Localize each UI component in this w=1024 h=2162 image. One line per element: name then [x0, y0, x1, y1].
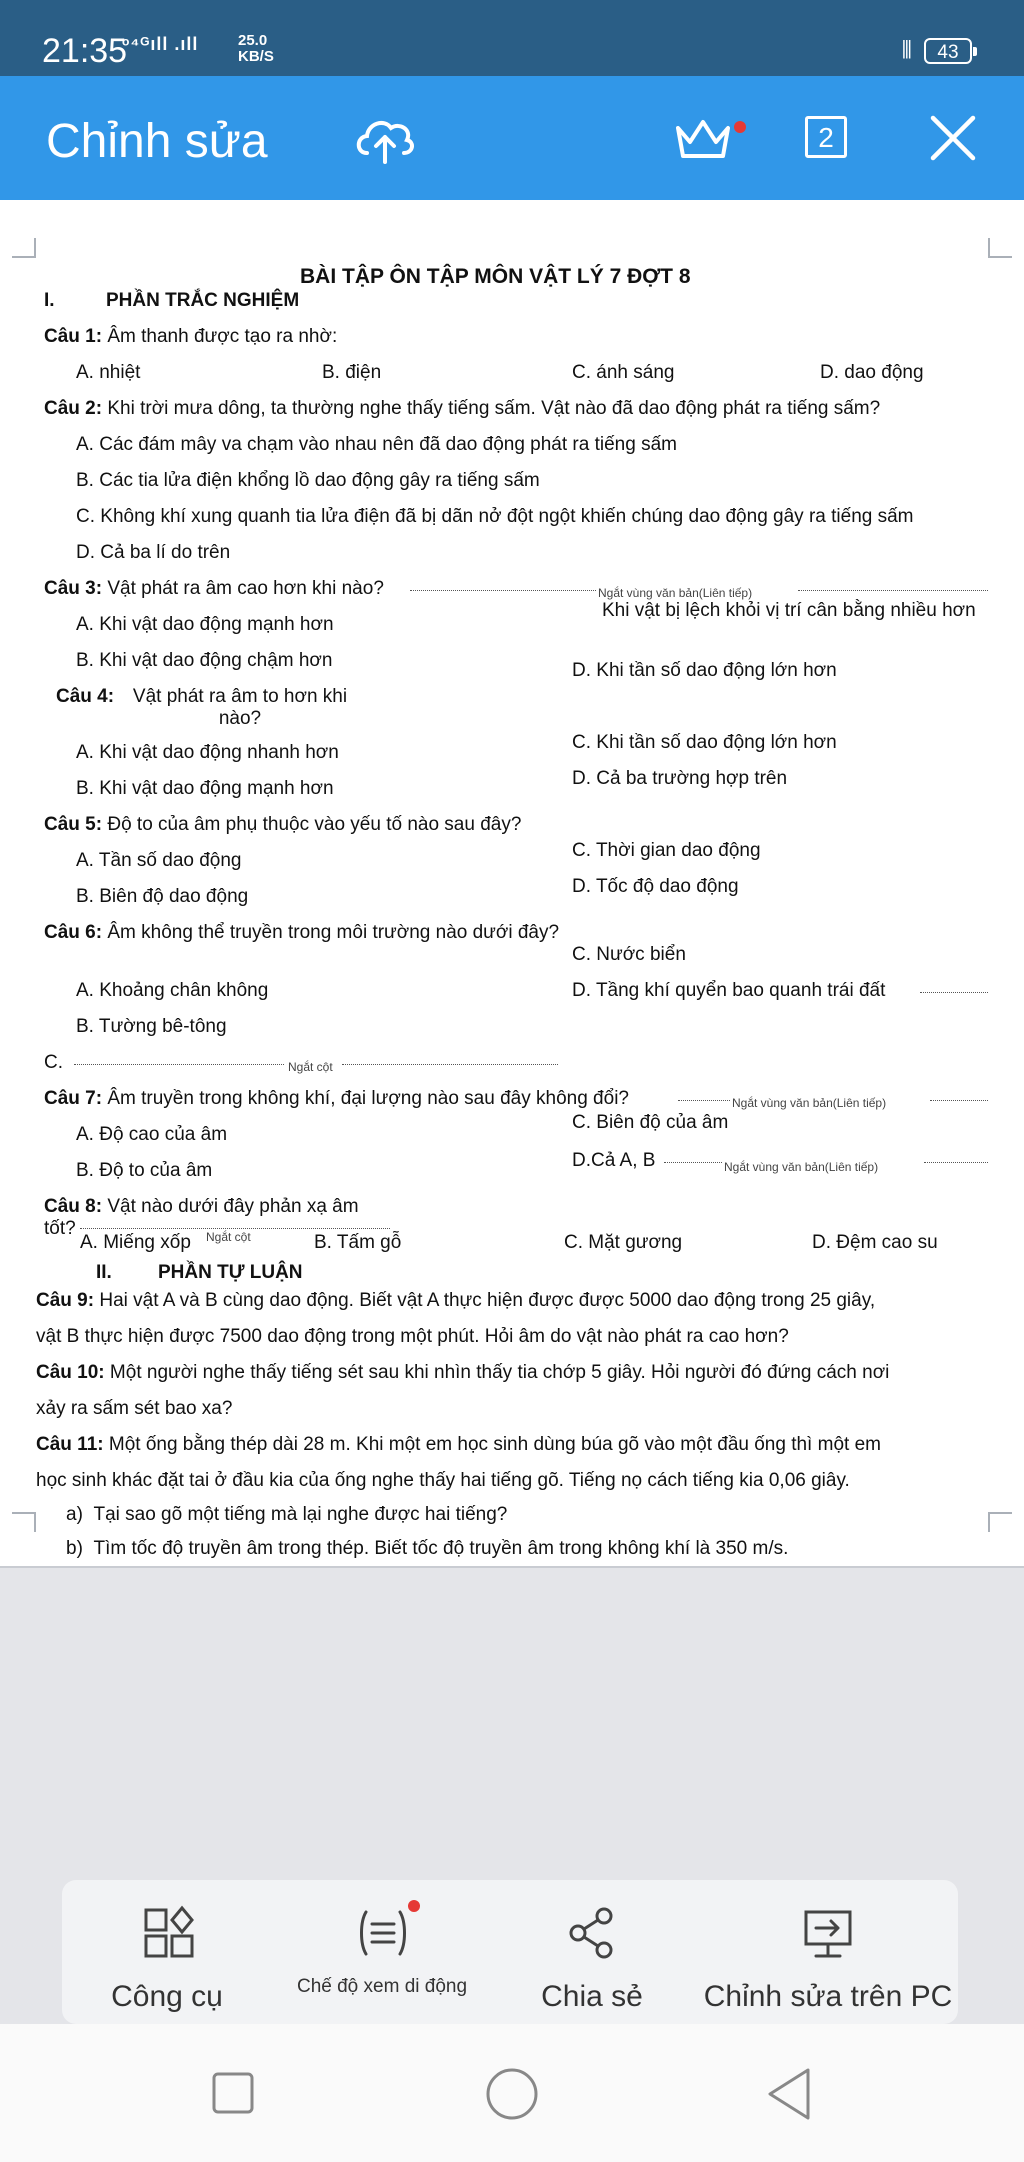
- section-break-line: [678, 1100, 730, 1101]
- mobile-view-label: Chế độ xem di động: [296, 1976, 468, 1997]
- section-break-line: [664, 1162, 722, 1163]
- home-icon[interactable]: [484, 2066, 540, 2122]
- q5-option-a: A. Tần số dao động: [76, 850, 242, 871]
- page-corner-mark: [12, 1512, 36, 1532]
- vibrate-icon: ⦀: [901, 37, 912, 64]
- battery-icon: 43: [924, 38, 972, 64]
- page-corner-mark: [988, 1512, 1012, 1532]
- question-7: Câu 7: Âm truyền trong không khí, đại lượng nào sau đây không đổi?: [44, 1088, 629, 1109]
- question-8: Câu 8: Vật nào dưới đây phản xạ âm tốt?: [44, 1196, 359, 1239]
- q5-option-d: D. Tốc độ dao động: [572, 876, 739, 897]
- close-icon[interactable]: [918, 106, 988, 172]
- section-number: I.: [44, 290, 55, 311]
- back-icon[interactable]: [764, 2066, 814, 2122]
- q8-option-c: C. Mặt gương: [564, 1232, 683, 1253]
- column-break-label: Ngắt cột: [206, 1230, 251, 1244]
- document-title: BÀI TẬP ÔN TẬP MÔN VẬT LÝ 7 ĐỢT 8: [300, 265, 691, 288]
- section-break-label: Ngắt vùng văn bản(Liên tiếp): [732, 1096, 887, 1110]
- column-break-line: [342, 1064, 558, 1065]
- share-icon: [562, 1904, 620, 1962]
- recents-icon[interactable]: [210, 2070, 256, 2116]
- q5-option-c: C. Thời gian dao động: [572, 840, 761, 861]
- section-heading: PHẦN TỰ LUẬN: [158, 1262, 303, 1283]
- bottom-toolbar: [62, 1880, 958, 2024]
- crown-icon[interactable]: [668, 106, 738, 172]
- notification-dot: [734, 121, 746, 133]
- q6-option-c: C. Nước biển: [572, 944, 686, 965]
- tools-icon: [140, 1904, 198, 1962]
- status-bar: [0, 0, 1024, 76]
- page-corner-mark: [12, 238, 36, 258]
- section-break-line: [920, 992, 988, 993]
- q11-part-b: b) Tìm tốc độ truyền âm trong thép. Biết tốc độ truyền âm trong không khí là 350 m/s.: [66, 1538, 789, 1559]
- mobile-view-icon: [354, 1904, 412, 1962]
- signal-icon: ᵒ⁴ᴳıll .ıll: [122, 34, 199, 54]
- q3-option-b: B. Khi vật dao động chậm hơn: [76, 650, 333, 671]
- page-title: Chỉnh sửa: [46, 115, 268, 168]
- q4-option-d: D. Cả ba trường hợp trên: [572, 768, 788, 789]
- q1-option-c: C. ánh sáng: [572, 362, 675, 383]
- q6-option-a: A. Khoảng chân không: [76, 980, 269, 1001]
- network-speed: 25.0 KB/S: [238, 32, 274, 65]
- column-break-line: [80, 1228, 390, 1229]
- question-3: Câu 3: Vật phát ra âm cao hơn khi nào?: [44, 578, 384, 599]
- q8-option-a: A. Miếng xốp: [80, 1232, 191, 1253]
- q1-option-b: B. điện: [322, 362, 382, 383]
- q11-part-a: a) Tại sao gõ một tiếng mà lại nghe được hai tiếng?: [66, 1504, 508, 1525]
- column-break-label: Ngắt cột: [288, 1060, 333, 1074]
- share-button[interactable]: [502, 1880, 682, 2024]
- section-heading: PHẦN TRẮC NGHIỆM: [106, 290, 300, 311]
- cloud-upload-icon[interactable]: [350, 106, 420, 172]
- question-10-cont: xảy ra sấm sét bao xa?: [36, 1398, 233, 1419]
- q7-option-b: B. Độ to của âm: [76, 1160, 213, 1181]
- q1-option-d: D. dao động: [820, 362, 924, 383]
- q2-option-d: D. Cả ba lí do trên: [76, 542, 231, 563]
- column-break-line: [74, 1064, 284, 1065]
- edit-on-pc-button[interactable]: [698, 1880, 958, 2024]
- question-11: Câu 11: Một ống bằng thép dài 28 m. Khi một em học sinh dùng búa gõ vào một đầu ống thì một em: [36, 1434, 881, 1455]
- q3-option-d: D. Khi tần số dao động lớn hơn: [572, 660, 837, 681]
- q4-option-b: B. Khi vật dao động mạnh hơn: [76, 778, 334, 799]
- question-10: Câu 10: Một người nghe thấy tiếng sét sau khi nhìn thấy tia chớp 5 giây. Hỏi người đó đứng cách nơi: [36, 1362, 890, 1383]
- system-nav-bar: [0, 2024, 1024, 2162]
- question-1: Câu 1: Âm thanh được tạo ra nhờ:: [44, 326, 338, 347]
- tab-count-icon[interactable]: 2: [805, 116, 847, 158]
- section-break-line: [930, 1100, 988, 1101]
- section-break-line: [410, 590, 596, 591]
- question-6: Câu 6: Âm không thể truyền trong môi trường nào dưới đây?: [44, 922, 560, 943]
- page-corner-mark: [988, 238, 1012, 258]
- document-page[interactable]: [0, 200, 1024, 1568]
- section-break-line: [924, 1162, 988, 1163]
- section-break-label: Ngắt vùng văn bản(Liên tiếp): [598, 586, 753, 600]
- share-label: Chia sẻ: [541, 1980, 643, 2013]
- q8-option-b: B. Tấm gỗ: [314, 1232, 402, 1253]
- q1-option-a: A. nhiệt: [76, 362, 141, 383]
- q6-option-d: D. Tầng khí quyển bao quanh trái đất: [572, 980, 886, 1001]
- notification-dot: [408, 1900, 420, 1912]
- q6-empty-option: C.: [44, 1052, 63, 1073]
- edit-on-pc-icon: [798, 1904, 858, 1962]
- q2-option-c: C. Không khí xung quanh tia lửa điện đã bị dãn nở đột ngột khiến chúng dao động gây ra tiếng sấm: [76, 506, 914, 527]
- q6-option-b: B. Tường bê-tông: [76, 1016, 227, 1037]
- q8-option-d: D. Đệm cao su: [812, 1232, 938, 1253]
- tools-label: Công cụ: [111, 1980, 223, 2013]
- clock: 21:35: [42, 32, 128, 70]
- q7-option-c: C. Biên độ của âm: [572, 1112, 729, 1133]
- section-break-label: Ngắt vùng văn bản(Liên tiếp): [724, 1160, 879, 1174]
- app-bar: [0, 76, 1024, 200]
- question-9: Câu 9: Hai vật A và B cùng dao động. Biết vật A thực hiện được được 5000 dao động trong 25 giây,: [36, 1290, 876, 1311]
- section-break-line: [798, 590, 988, 591]
- q3-option-c: Khi vật bị lệch khỏi vị trí cân bằng nhiều hơn: [602, 600, 976, 621]
- question-2: Câu 2: Khi trời mưa dông, ta thường nghe thấy tiếng sấm. Vật nào đã dao động phát ra tiếng sấm?: [44, 398, 881, 419]
- q2-option-b: B. Các tia lửa điện khổng lồ dao động gây ra tiếng sấm: [76, 470, 540, 491]
- q2-option-a: A. Các đám mây va chạm vào nhau nên đã dao động phát ra tiếng sấm: [76, 434, 677, 455]
- q7-option-a: A. Độ cao của âm: [76, 1124, 228, 1145]
- question-5: Câu 5: Độ to của âm phụ thuộc vào yếu tố nào sau đây?: [44, 814, 522, 835]
- question-9-cont: vật B thực hiện được 7500 dao động trong một phút. Hỏi âm do vật nào phát ra cao hơn?: [36, 1326, 789, 1347]
- tools-button[interactable]: [62, 1880, 272, 2024]
- q5-option-b: B. Biên độ dao động: [76, 886, 249, 907]
- q4-option-a: A. Khi vật dao động nhanh hơn: [76, 742, 339, 763]
- q4-label: Câu 4:: [56, 686, 115, 707]
- question-4: Vật phát ra âm to hơn khi nào?: [132, 686, 348, 729]
- q7-option-d: D.Cả A, B: [572, 1150, 656, 1171]
- mobile-view-button[interactable]: [282, 1880, 482, 2024]
- edit-on-pc-label: Chỉnh sửa trên PC: [703, 1980, 953, 2013]
- q3-option-a: A. Khi vật dao động mạnh hơn: [76, 614, 334, 635]
- q4-option-c: C. Khi tần số dao động lớn hơn: [572, 732, 837, 753]
- section-number: II.: [96, 1262, 112, 1283]
- question-11-cont: học sinh khác đặt tai ở đầu kia của ống nghe thấy hai tiếng gõ. Tiếng nọ cách tiếng kia 0,06 giây.: [36, 1470, 850, 1491]
